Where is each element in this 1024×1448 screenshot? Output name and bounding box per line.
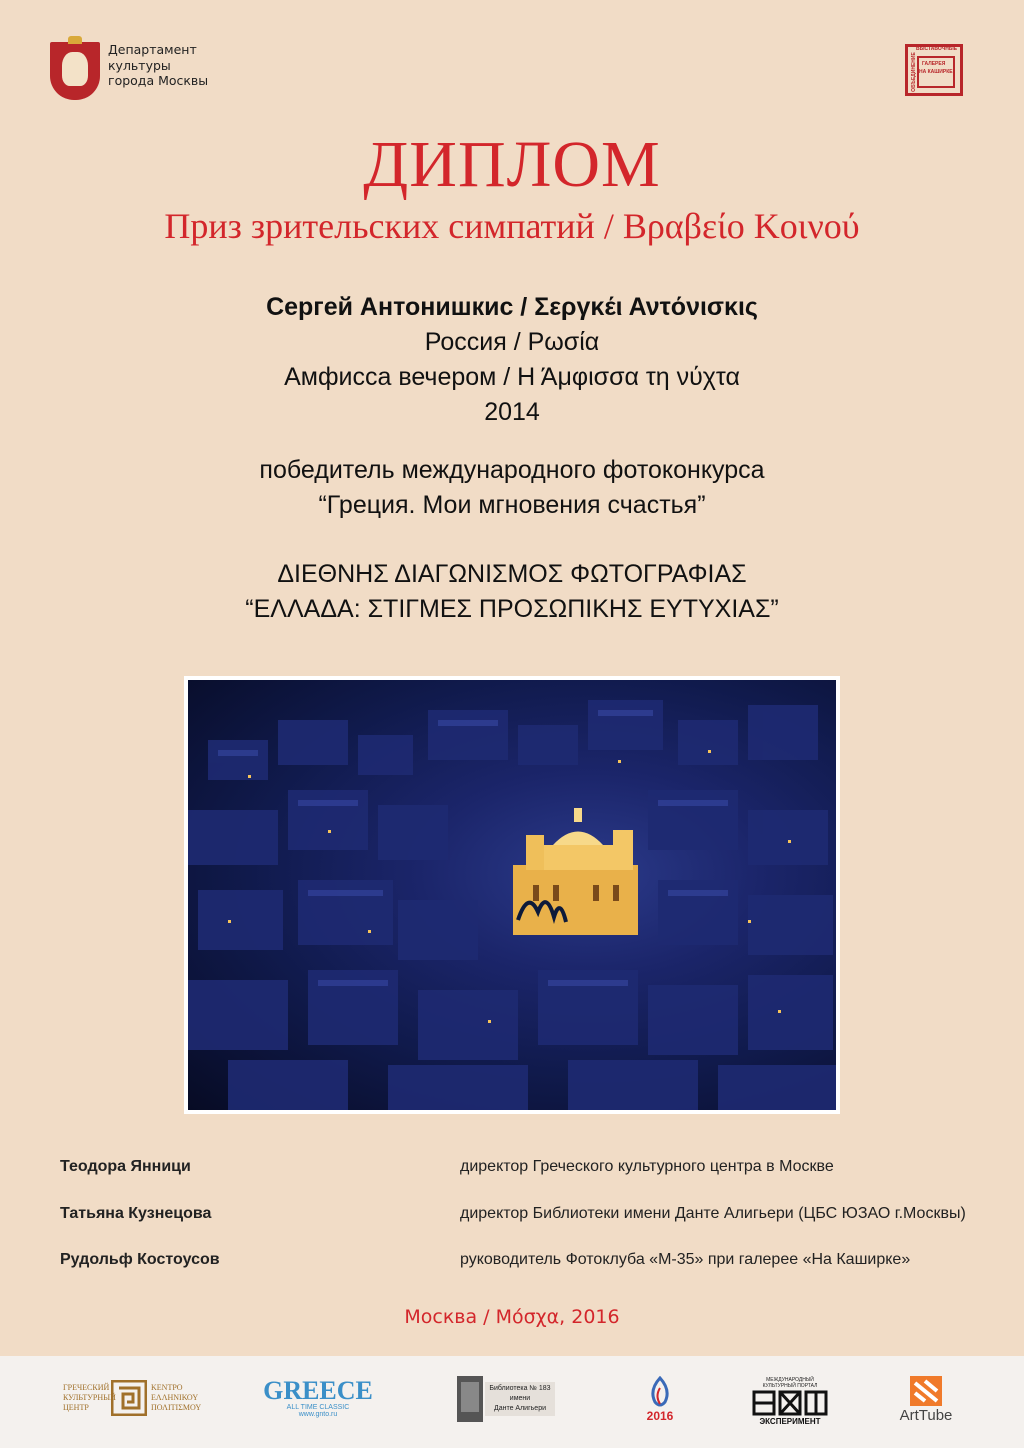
signatory-role: директор Греческого культурного центра в Москве [460,1158,834,1175]
library-book-icon [455,1372,485,1426]
signatory-role: руководитель Фотоклуба «М-35» при галерее «На Каширке» [460,1251,911,1268]
work-year: 2014 [484,398,540,426]
department-name: Департамент культуры города Москвы [108,42,209,88]
signatory-name: Татьяна Кузнецова [60,1205,212,1222]
signatory-role: директор Библиотеки имени Данте Алигьери (ЦБС ЮЗАО г.Москвы) [460,1205,966,1222]
sponsors-bar [0,1356,1024,1448]
town-illustration [188,680,836,1110]
arttube-icon [909,1375,943,1407]
photo-frame [184,676,840,1114]
winner-line-1: победитель международного фотоконкурса [259,456,765,484]
gallery-logo: ВЫСТАВОЧНЫЕ ГАЛЕРЕЯ НА КАШИРКЕ ОБЪЕДИНЕНИЕ [905,44,963,96]
signatory-name: Рудольф Костоусов [60,1251,220,1268]
moscow-crest-icon [50,42,100,100]
experiment-squares-icon [750,1389,830,1417]
greek-line-1: ΔΙΕΘΝΗΣ ΔΙΑΓΩΝΙΣΜΟΣ ΦΩΤΟΓΡΑΦΙΑΣ [277,560,747,588]
department-logo [50,42,208,100]
flame-icon [645,1376,675,1410]
greek-cultural-center-logo: ГРЕЧЕСКИЙ КУЛЬТУРНЫЙ ЦЕНТР ΚΕΝΤΡΟ ΕΛΛΗΝΙΚΟΥ ΠΟΛΙΤΙΣΜΟΥ [62,1370,202,1426]
dante-library-logo: Библиотека № 183 имени Данте Алигьери [452,1370,558,1428]
winner-line-2: “Греция. Мои мгновения счастья” [318,491,706,519]
meander-icon [111,1380,147,1416]
work-title: Амфисса вечером / Η Άμφισσα τη νύχτα [284,363,740,391]
greece-logo: GREECE ALL TIME CLASSIC www.gnto.ru [263,1376,373,1418]
night-town-photo [188,680,836,1110]
church-illustration [513,808,638,935]
arttube-logo: ArtTube [886,1370,966,1428]
city-date: Москва / Μόσχα, 2016 [404,1306,620,1328]
experiment-portal-logo: МЕЖДУНАРОДНЫЙ КУЛЬТУРНЫЙ ПОРТАЛ ЭКСПЕРИМЕНТ [742,1370,838,1432]
diploma-subtitle: Приз зрительских симпатий / Βραβείο Κοινού [164,206,860,246]
greek-line-2: “ΕΛΛΑΔΑ: ΣΤΙΓΜΕΣ ΠΡΟΣΩΠΙΚΗΣ ΕΥΤΥΧΙΑΣ” [245,595,779,623]
awardee-country: Россия / Ρωσία [424,328,600,356]
diploma-title: ДИПЛОМ [363,128,661,201]
year-2016-logo: 2016 [638,1370,682,1428]
awardee-name: Сергей Антонишкис / Σεργκέι Αντόνισκις [266,293,758,321]
signatory-name: Теодора Янници [60,1158,191,1175]
